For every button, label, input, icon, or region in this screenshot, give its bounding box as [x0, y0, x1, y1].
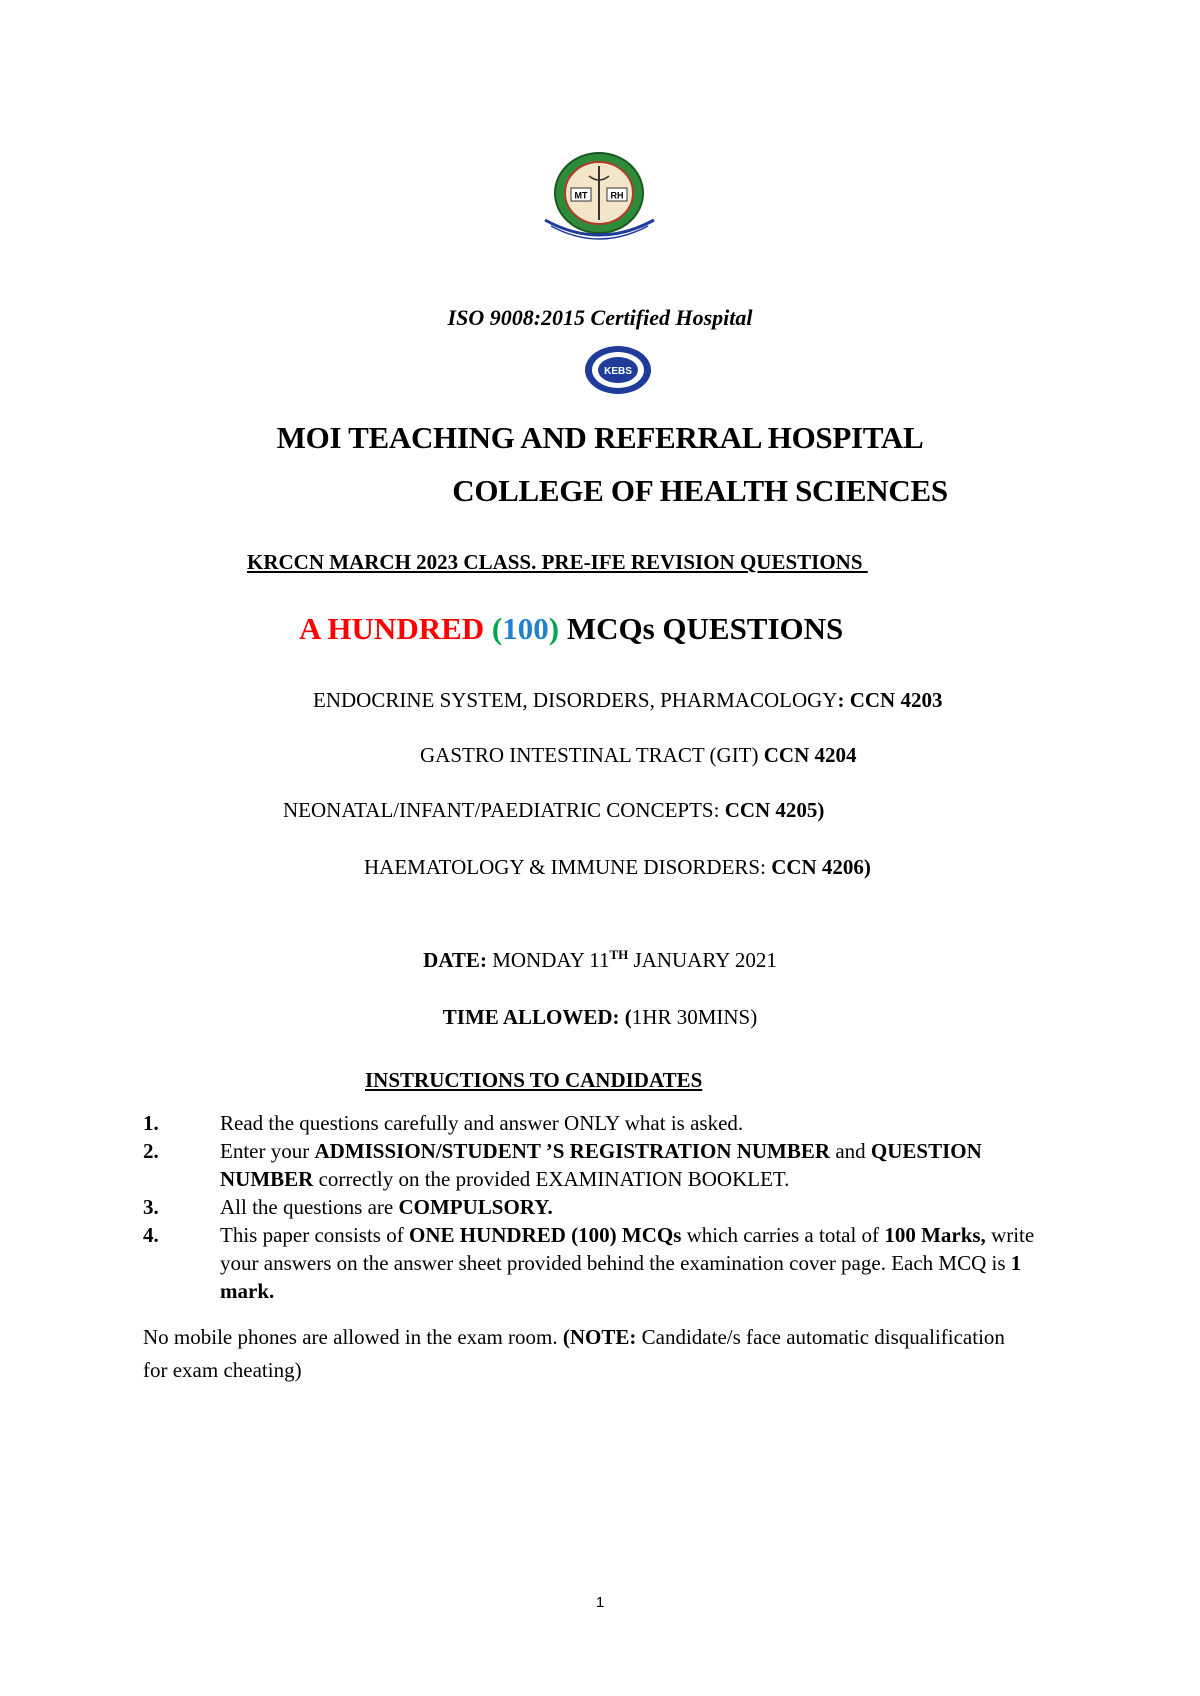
instruction-item: [143, 1221, 1043, 1305]
instruction-item: [143, 1109, 1043, 1137]
time-allowed: [0, 1005, 1200, 1030]
instructions-list: [143, 1109, 1043, 1305]
instruction-number: 4.: [143, 1223, 159, 1247]
kebs-badge-text: KEBS: [604, 366, 632, 377]
logo-initials-right: RH: [610, 190, 624, 201]
instruction-item: [143, 1137, 1043, 1193]
hospital-logo: [537, 150, 662, 255]
mcq-headline: [299, 611, 843, 647]
date-value-post: JANUARY 2021: [633, 948, 777, 972]
subject-line: [283, 798, 824, 823]
college-name: COLLEGE OF HEALTH SCIENCES: [452, 473, 948, 508]
subject-line: [420, 743, 857, 768]
instruction-number: 1.: [143, 1111, 159, 1135]
iso-certification-line: ISO 9008:2015 Certified Hospital: [447, 305, 753, 330]
instruction-text: Enter your ADMISSION/STUDENT ’S REGISTRATION NUMBER and QUESTION NUMBER correctly on the provided EXAMINATION BOOKLET.: [220, 1139, 982, 1191]
exam-notice: No mobile phones are allowed in the exam room. (NOTE: Candidate/s face automatic disqualification for exam cheating): [143, 1325, 1005, 1382]
instruction-text: Read the questions carefully and answer ONLY what is asked.: [220, 1111, 744, 1135]
headline-paren-close: ): [548, 611, 560, 646]
instruction-item: [143, 1193, 1043, 1221]
date-superscript: TH: [609, 947, 629, 962]
instruction-number: 3.: [143, 1195, 159, 1219]
exam-date: [0, 948, 1200, 973]
instruction-number: 2.: [143, 1139, 159, 1163]
instructions-heading: INSTRUCTIONS TO CANDIDATES: [365, 1068, 703, 1092]
subject-code: CCN 4206): [771, 855, 871, 879]
date-value: MONDAY 11: [492, 948, 610, 972]
subject-code: CCN 4205): [724, 798, 825, 822]
headline-paren-open: (: [491, 611, 503, 646]
subject-code: CCN 4204: [763, 743, 857, 767]
headline-part2: MCQs QUESTIONS: [566, 611, 844, 646]
instruction-text: All the questions are COMPULSORY.: [220, 1195, 553, 1219]
date-label: DATE:: [423, 948, 487, 972]
page-number: 1: [595, 1594, 605, 1611]
subject-label: GASTRO INTESTINAL TRACT (GIT): [420, 743, 759, 767]
subject-line: [313, 688, 942, 713]
logo-initials-left: MT: [574, 190, 588, 201]
class-title: KRCCN MARCH 2023 CLASS. PRE-IFE REVISION QUESTIONS: [247, 550, 868, 574]
subject-label: HAEMATOLOGY & IMMUNE DISORDERS:: [364, 855, 766, 879]
headline-number: 100: [502, 611, 549, 646]
kebs-badge: [583, 344, 653, 396]
instruction-text: This paper consists of ONE HUNDRED (100) MCQs which carries a total of 100 Marks, write your answers on the answer sheet provided behind the examination cover page. Each MCQ is 1 mark.: [220, 1223, 1035, 1303]
headline-part1: A HUNDRED: [299, 611, 485, 646]
subject-separator: :: [837, 688, 850, 712]
subject-label: NEONATAL/INFANT/PAEDIATRIC CONCEPTS:: [283, 798, 720, 822]
subject-line: [364, 855, 871, 880]
subject-code: CCN 4203: [849, 688, 943, 712]
hospital-name: MOI TEACHING AND REFERRAL HOSPITAL: [276, 420, 924, 455]
time-label: TIME ALLOWED: (: [442, 1005, 632, 1029]
time-value: 1HR 30MINS): [631, 1005, 758, 1029]
subject-label: ENDOCRINE SYSTEM, DISORDERS, PHARMACOLOGY: [313, 688, 838, 712]
